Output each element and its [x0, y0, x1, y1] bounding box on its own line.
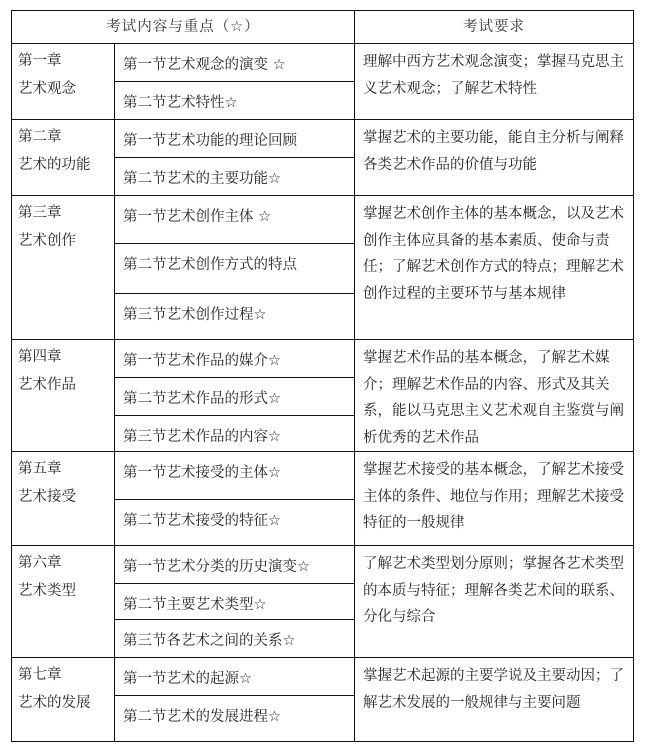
section-cell: 第二节艺术作品的形式☆ [115, 378, 355, 416]
chapter-cell [12, 340, 115, 452]
requirement-cell: 理解中西方艺术观念演变；掌握马克思主义艺术观念；了解艺术特性 [355, 44, 634, 120]
chapter-cell [12, 658, 115, 742]
chapter-cell [12, 452, 115, 546]
table-row [12, 44, 634, 82]
table-row [12, 546, 634, 584]
syllabus-table [11, 10, 634, 742]
chapter-name: 艺术作品 [18, 377, 76, 393]
section-cell: 第二节主要艺术类型☆ [115, 584, 355, 620]
requirement-cell: 了解艺术类型划分原则；掌握各艺术类型的本质与特征；理解各类艺术间的联系、分化与综合 [355, 546, 634, 658]
section-cell: 第一节艺术观念的演变 ☆ [115, 44, 355, 82]
chapter-name: 艺术的功能 [18, 157, 91, 173]
chapter-name: 艺术观念 [18, 81, 76, 97]
requirement-header: 考试要求 [355, 11, 634, 44]
section-cell: 第二节艺术特性☆ [115, 82, 355, 120]
section-cell: 第二节艺术的主要功能☆ [115, 158, 355, 196]
syllabus-body [12, 44, 634, 742]
section-cell: 第一节艺术创作主体 ☆ [115, 196, 355, 244]
table-row [12, 658, 634, 696]
section-cell: 第一节艺术作品的媒介☆ [115, 340, 355, 378]
table-row [12, 120, 634, 158]
section-cell: 第一节艺术功能的理论回顾 [115, 120, 355, 158]
section-cell: 第三节各艺术之间的关系☆ [115, 620, 355, 658]
chapter-number: 第四章 [18, 349, 62, 365]
chapter-name: 艺术类型 [18, 583, 76, 599]
chapter-name: 艺术接受 [18, 489, 76, 505]
section-cell: 第三节艺术作品的内容☆ [115, 416, 355, 452]
chapter-number: 第一章 [18, 53, 62, 69]
chapter-number: 第二章 [18, 129, 62, 145]
chapter-cell [12, 44, 115, 120]
chapter-number: 第七章 [18, 667, 62, 683]
requirement-cell: 掌握艺术接受的基本概念，了解艺术接受主体的条件、地位与作用；理解艺术接受特征的一般规律 [355, 452, 634, 546]
chapter-number: 第三章 [18, 205, 62, 221]
section-cell: 第一节艺术的起源☆ [115, 658, 355, 696]
chapter-number: 第六章 [18, 555, 62, 571]
requirement-cell: 掌握艺术作品的基本概念，了解艺术媒介；理解艺术作品的内容、形式及其关系，能以马克思主义艺术观自主鉴赏与阐析优秀的艺术作品 [355, 340, 634, 452]
requirement-cell: 掌握艺术的主要功能，能自主分析与阐释各类艺术作品的价值与功能 [355, 120, 634, 196]
section-cell: 第二节艺术创作方式的特点 [115, 244, 355, 294]
chapter-cell [12, 120, 115, 196]
section-cell: 第二节艺术的发展进程☆ [115, 696, 355, 742]
chapter-name: 艺术的发展 [18, 695, 91, 711]
table-row [12, 196, 634, 244]
requirement-cell: 掌握艺术起源的主要学说及主要动因；了解艺术发展的一般规律与主要问题 [355, 658, 634, 742]
table-row [12, 340, 634, 378]
content-header: 考试内容与重点（☆） [12, 11, 355, 44]
chapter-cell [12, 196, 115, 340]
chapter-cell [12, 546, 115, 658]
table-row [12, 452, 634, 500]
section-cell: 第三节艺术创作过程☆ [115, 294, 355, 340]
section-cell: 第一节艺术接受的主体☆ [115, 452, 355, 500]
chapter-number: 第五章 [18, 461, 62, 477]
section-cell: 第二节艺术接受的特征☆ [115, 500, 355, 546]
chapter-name: 艺术创作 [18, 233, 76, 249]
table-header-row [12, 11, 634, 44]
section-cell: 第一节艺术分类的历史演变☆ [115, 546, 355, 584]
requirement-cell: 掌握艺术创作主体的基本概念，以及艺术创作主体应具备的基本素质、使命与责任；了解艺术创作方式的特点；理解艺术创作过程的主要环节与基本规律 [355, 196, 634, 340]
